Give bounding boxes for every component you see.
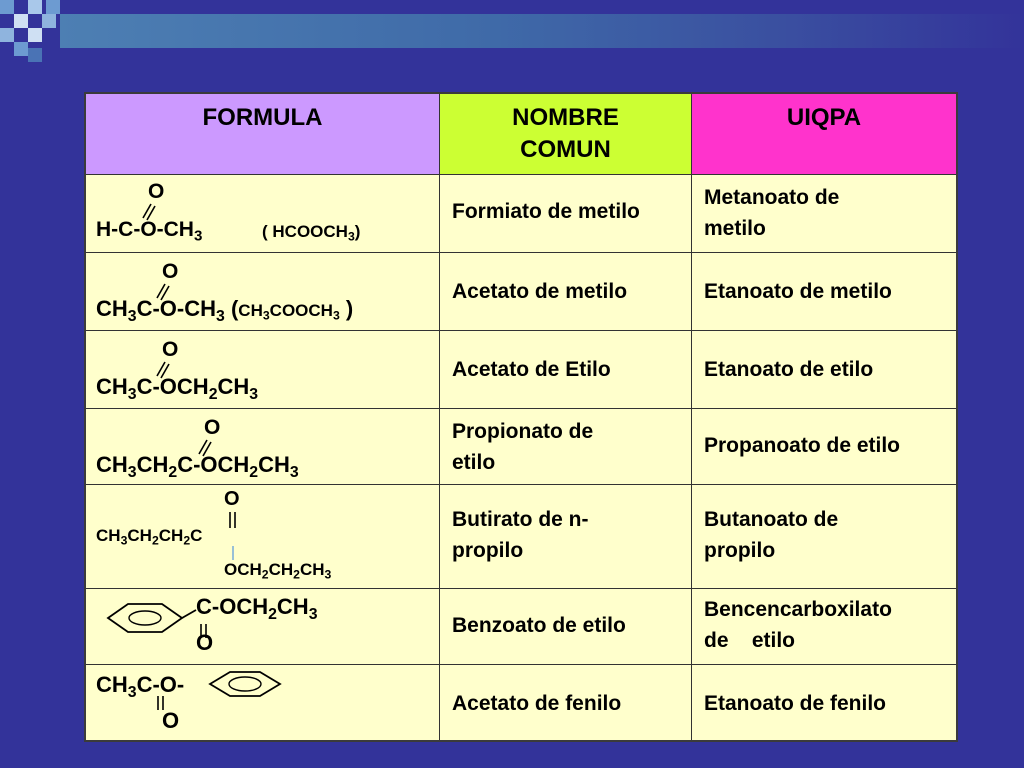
carbonyl-oxygen: O [204, 416, 221, 439]
nombre-comun-cell [440, 408, 692, 484]
formula-cell [86, 588, 440, 664]
header-uiqpa: UIQPA [692, 94, 956, 174]
uiqpa-cell [692, 330, 956, 408]
header-formula: FORMULA [86, 94, 440, 174]
nombre-comun-cell [440, 252, 692, 330]
nombre-comun: Benzoato de etilo [452, 614, 626, 637]
table-row [86, 252, 956, 331]
uiqpa-cell [692, 408, 956, 484]
uiqpa-cell [692, 252, 956, 330]
nombre-comun: Acetato de fenilo [452, 692, 622, 715]
nombre-comun-cell [440, 484, 692, 588]
decor-square [14, 42, 28, 56]
nombre-comun-line1: Butirato de n- [452, 508, 589, 531]
uiqpa-cell [692, 484, 956, 588]
formula-text: $CH_3CH_2C-OCH_2CH_3$ [96, 452, 299, 481]
decor-square [28, 0, 42, 14]
uiqpa-name-line2: de etilo [704, 629, 796, 652]
decor-square [46, 0, 60, 14]
header-nombre-comun: NOMBRE COMUN [440, 94, 692, 174]
decor-square [28, 28, 42, 42]
formula-cell [86, 664, 440, 740]
nombre-comun-cell [440, 174, 692, 252]
decor-square [42, 14, 56, 28]
uiqpa-name-line1: Butanoato de [704, 508, 839, 531]
formula-text: $CH_3C-OCH_2CH_3$ [96, 374, 259, 403]
nombre-comun-line1: Propionato de [452, 420, 594, 443]
carbonyl-oxygen: O [162, 260, 179, 283]
nombre-comun-cell [440, 588, 692, 664]
formula-text: $CH_3C-O-CH_3$ ($CH_3COOCH_3$ ) [96, 296, 354, 325]
esters-table [84, 92, 958, 742]
nombre-comun: Acetato de metilo [452, 280, 628, 303]
table-row [86, 330, 956, 409]
decor-square [0, 28, 14, 42]
uiqpa-name-line1: Metanoato de [704, 186, 840, 209]
uiqpa-name: Etanoato de etilo [704, 358, 874, 381]
uiqpa-name: Etanoato de fenilo [704, 692, 887, 715]
formula-cell [86, 484, 440, 588]
formula-cell [86, 408, 440, 484]
formula-text-upper: $CH_3CH_2CH_2C$ [96, 526, 203, 548]
table-row [86, 588, 956, 665]
table-row [86, 408, 956, 485]
uiqpa-cell [692, 664, 956, 740]
uiqpa-name-line2: propilo [704, 539, 776, 562]
uiqpa-name-line1: Bencencarboxilato [704, 598, 892, 621]
condensed-formula: ( $HCOOCH_3$) [262, 222, 361, 244]
table-header-row [86, 94, 956, 175]
nombre-comun: Formiato de metilo [452, 200, 640, 223]
nombre-comun-line2: etilo [452, 451, 496, 474]
table-row [86, 664, 956, 740]
decor-square [0, 0, 14, 14]
formula-text: $C-OCH_2CH_3$ [196, 594, 318, 623]
table-row [86, 484, 956, 589]
nombre-comun-line2: propilo [452, 539, 524, 562]
formula-cell [86, 330, 440, 408]
uiqpa-cell [692, 174, 956, 252]
formula-text: $CH_3C-O-$ [96, 672, 185, 701]
carbonyl-oxygen: O [148, 180, 165, 203]
formula-cell [86, 252, 440, 330]
carbonyl-oxygen: O [224, 488, 240, 510]
nombre-comun-cell [440, 330, 692, 408]
uiqpa-name: Propanoato de etilo [704, 434, 901, 457]
uiqpa-name: Etanoato de metilo [704, 280, 892, 303]
table-row [86, 174, 956, 253]
formula-cell [86, 174, 440, 252]
benzene-ring-icon [86, 664, 440, 740]
header-band [60, 14, 1024, 48]
formula-text-lower: $OCH_2CH_2CH_3$ [224, 560, 332, 582]
decor-square [14, 14, 28, 28]
carbonyl-oxygen: O [162, 338, 179, 361]
uiqpa-name-line2: metilo [704, 217, 766, 240]
uiqpa-cell [692, 588, 956, 664]
carbonyl-oxygen: O [162, 708, 180, 733]
carbonyl-oxygen: O [196, 630, 214, 655]
formula-text: $H-C-O-CH_3$ [96, 218, 203, 245]
nombre-comun: Acetato de Etilo [452, 358, 611, 381]
nombre-comun-cell [440, 664, 692, 740]
decor-square [28, 48, 42, 62]
